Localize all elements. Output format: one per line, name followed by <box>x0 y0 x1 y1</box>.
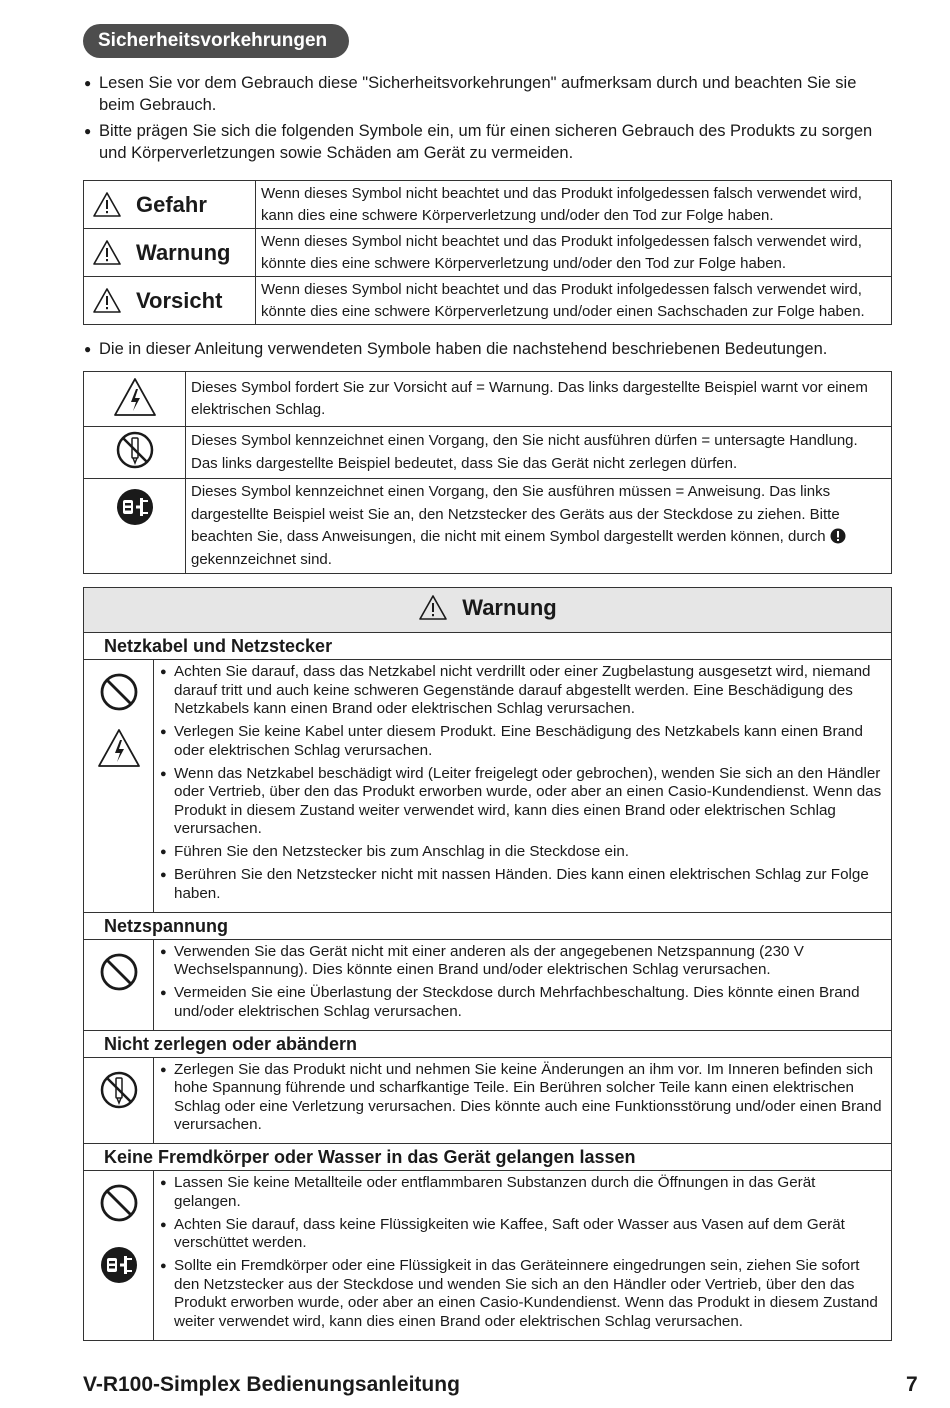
symbol-text-after: gekennzeichnet sind. <box>191 550 332 568</box>
signal-word-row <box>84 277 892 325</box>
warning-triangle-icon <box>92 287 122 314</box>
warning-section-title: Keine Fremdkörper oder Wasser in das Gerät gelangen lassen <box>84 1144 892 1171</box>
signal-word-text: Wenn dieses Symbol nicht beachtet und das Produkt infolgedessen falsch verwendet wird, könnte dies eine schwere Körperverletzung und/oder den Tod zur Folge haben. <box>256 229 892 277</box>
warning-item: ● Wenn das Netzkabel beschädigt wird (Leiter freigelegt oder gebrochen), wenden Sie sich an den Händler oder Vertrieb, über den das Produkt erworben wurde, oder aber an einen Casio-Kundendienst. Wenn das Produkt in diesem Zustand weiter verwendet wird, kann dies einen Brand oder elektrischen Schlag verursachen. <box>160 765 885 839</box>
no-disassembly-icon <box>99 1070 139 1110</box>
warning-item: ● Lassen Sie keine Metallteile oder entflammbaren Substanzen durch die Öffnungen in das Gerät gelangen. <box>160 1174 885 1211</box>
signal-word-label: Gefahr <box>136 191 207 217</box>
warning-section <box>84 1057 892 1144</box>
footer-title: V-R100-Simplex Bedienungsanleitung <box>83 1373 460 1396</box>
signal-word-text: Wenn dieses Symbol nicht beachtet und das Produkt infolgedessen falsch verwendet wird, kann dies eine schwere Körperverletzung und/oder den Tod zur Folge haben. <box>256 181 892 229</box>
intro-bullet: ● Lesen Sie vor dem Gebrauch diese "Sicherheitsvorkehrungen" aufmerksam durch und beachten Sie sie beim Gebrauch. <box>84 72 894 116</box>
signal-word-label: Warnung <box>136 239 231 265</box>
symbol-meanings-table <box>83 371 892 574</box>
warning-item: ● Führen Sie den Netzstecker bis zum Anschlag in die Steckdose ein. <box>160 843 885 862</box>
warning-item: ● Zerlegen Sie das Produkt nicht und nehmen Sie keine Änderungen an ihm vor. Im Inneren befinden sich hohe Spannung führende und scharfkantige Teile. Ein Berühren solcher Teile kann einen elektrischen Schlag oder eine Verletzung verursachen. Dies könnte auch eine Funktionsstörung und/oder einen Brand verursachen. <box>160 1061 885 1135</box>
warning-section <box>84 660 892 913</box>
warning-item: ● Achten Sie darauf, dass das Netzkabel nicht verdrillt oder einer Zugbelastung ausgesetzt wird, niemand darauf tritt und auch keine schweren Gegenstände darauf abgestellt werden. Eine Beschädigung des Netzkabels kann einen Brand oder elektrischen Schlag verursachen. <box>160 663 885 719</box>
signal-word-row <box>84 229 892 277</box>
symbol-text: Dieses Symbol fordert Sie zur Vorsicht auf = Warnung. Das links dargestellte Beispiel warnt vor einem elektrischen Schlag. <box>186 372 892 427</box>
unplug-icon <box>115 487 155 527</box>
symbol-text: Dieses Symbol kennzeichnet einen Vorgang, den Sie ausführen müssen = Anweisung. Das links dargestellte Beispiel weist Sie an, den Netzstecker des Geräts aus der Steckdose zu ziehen. Bitte beachten Sie, dass Anweisungen, die nicht mit einem Symbol dargestellt werden können, durch <box>191 483 840 545</box>
warning-section <box>84 1171 892 1341</box>
warning-triangle-icon <box>92 239 122 266</box>
warning-item: ● Berühren Sie den Netzstecker nicht mit nassen Händen. Dies kann einen elektrischen Schlag zur Folge haben. <box>160 866 885 903</box>
symbol-row <box>84 372 892 427</box>
intro-bullet: ● Bitte prägen Sie sich die folgenden Symbole ein, um für einen sicheren Gebrauch des Produkts zu sorgen und Körperverletzungen sowie Schäden am Gerät zu vermeiden. <box>84 120 894 164</box>
signal-word-row <box>84 181 892 229</box>
exclamation-icon <box>830 528 846 544</box>
signal-word-label: Vorsicht <box>136 287 223 313</box>
page-number: 7 <box>906 1373 918 1396</box>
electric-shock-icon <box>97 728 141 768</box>
prohibition-icon <box>99 952 139 992</box>
warning-box <box>83 587 892 1341</box>
no-disassembly-icon <box>115 430 155 470</box>
warning-section-title: Nicht zerlegen oder abändern <box>84 1030 892 1057</box>
warning-section-title: Netzkabel und Netzstecker <box>84 633 892 660</box>
signal-words-table <box>83 180 892 325</box>
intro-bullets <box>84 72 894 168</box>
symbols-intro-bullet: ● Die in dieser Anleitung verwendeten Symbole haben die nachstehend beschriebenen Bedeutungen. <box>84 338 894 360</box>
symbol-row <box>84 479 892 574</box>
unplug-icon <box>99 1245 139 1285</box>
section-title: Sicherheitsvorkehrungen <box>83 24 349 58</box>
symbol-text: Dieses Symbol kennzeichnet einen Vorgang, den Sie nicht ausführen dürfen = untersagte Handlung. Das links dargestellte Beispiel bedeutet, dass Sie das Gerät nicht zerlegen dürfen. <box>186 427 892 479</box>
warning-triangle-icon <box>92 191 122 218</box>
prohibition-icon <box>99 1183 139 1223</box>
warning-item: ● Vermeiden Sie eine Überlastung der Steckdose durch Mehrfachbeschaltung. Dies könnte einen Brand und/oder elektrischen Schlag verursachen. <box>160 984 885 1021</box>
signal-word-text: Wenn dieses Symbol nicht beachtet und das Produkt infolgedessen falsch verwendet wird, könnte dies eine schwere Körperverletzung und/oder einen Sachschaden zur Folge haben. <box>256 277 892 325</box>
symbol-row <box>84 427 892 479</box>
warning-item: ● Achten Sie darauf, dass keine Flüssigkeiten wie Kaffee, Saft oder Wasser aus Vasen auf dem Gerät verschüttet werden. <box>160 1216 885 1253</box>
symbols-intro <box>84 338 894 364</box>
warning-item: ● Verwenden Sie das Gerät nicht mit einer anderen als der angegebenen Netzspannung (230 V Wechselspannung). Dies könnte einen Brand und/oder elektrischen Schlag verursachen. <box>160 943 885 980</box>
warning-item: ● Verlegen Sie keine Kabel unter diesem Produkt. Eine Beschädigung des Netzkabels kann einen Brand oder elektrischen Schlag verursachen. <box>160 723 885 760</box>
warning-section <box>84 939 892 1030</box>
warning-triangle-icon <box>418 594 448 621</box>
electric-shock-warning-icon <box>113 377 157 417</box>
warning-box-title: Warnung <box>462 594 557 620</box>
warning-item: ● Sollte ein Fremdkörper oder eine Flüssigkeit in das Geräteinnere eingedrungen sein, ziehen Sie sofort den Netzstecker aus der Steckdose und wenden Sie sich an den Händler oder Vertrieb, über den das Produkt erworben wurde, oder aber an einen Casio-Kundendienst. Wenn das Produkt in diesem Zustand weiter verwendet wird, kann dies einen Brand oder elektrischen Schlag verursachen. <box>160 1257 885 1331</box>
warning-section-title: Netzspannung <box>84 912 892 939</box>
prohibition-icon <box>99 672 139 712</box>
